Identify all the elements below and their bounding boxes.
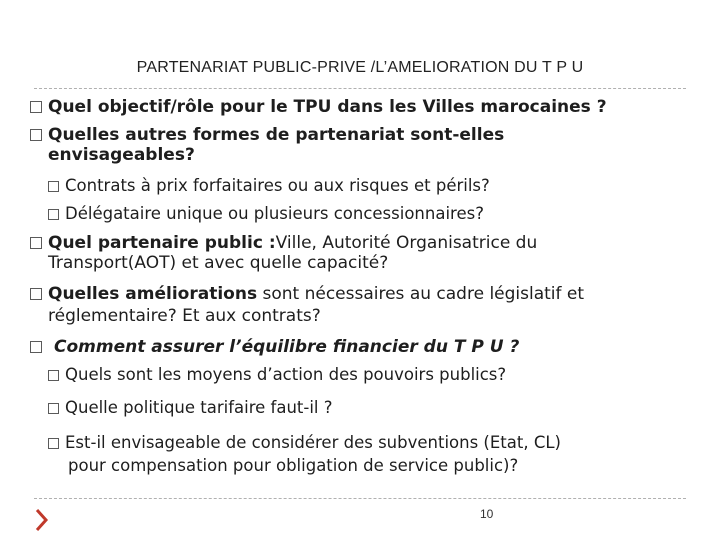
bullet-bold-text: Quelles améliorations <box>48 284 258 304</box>
bullet-text: Quelles autres formes de partenariat sont-elles <box>48 125 505 145</box>
checkbox-square-icon <box>30 288 42 300</box>
checkbox-square-icon <box>30 341 42 353</box>
bullet-text: sont nécessaires au cadre législatif et <box>257 284 585 304</box>
page-number: 10 <box>480 507 494 521</box>
bullet-continuation <box>68 456 518 476</box>
navigation-arrow-icon[interactable] <box>34 508 50 532</box>
bullet-text: Comment assurer l’équilibre financier du T P U ? <box>54 337 520 357</box>
bullet-text: Quels sont les moyens d’action des pouvoirs publics? <box>65 365 507 384</box>
sub-bullet-subventions <box>48 433 561 453</box>
bullet-item-objectif <box>30 97 607 117</box>
bullet-text: pour compensation pour obligation de service public)? <box>68 456 519 475</box>
checkbox-square-icon <box>48 209 59 220</box>
bullet-text: Contrats à prix forfaitaires ou aux risques et périls? <box>65 176 490 195</box>
checkbox-square-icon <box>30 129 42 141</box>
title-divider <box>34 88 686 89</box>
footer-divider <box>34 498 686 499</box>
slide-title: PARTENARIAT PUBLIC-PRIVE /L’AMELIORATION DU T P U <box>136 59 584 76</box>
bullet-item-equilibre-financier <box>30 337 519 357</box>
bullet-item-partenariat <box>30 125 504 145</box>
bullet-bold-text: Quel partenaire public : <box>48 233 276 253</box>
bullet-text: Ville, Autorité Organisatrice du <box>275 233 538 253</box>
sub-bullet-moyens <box>48 365 506 385</box>
bullet-text: Est-il envisageable de considérer des subventions (Etat, CL) <box>65 433 561 452</box>
checkbox-square-icon <box>48 403 59 414</box>
checkbox-square-icon <box>48 438 59 449</box>
checkbox-square-icon <box>48 370 59 381</box>
bullet-item-ameliorations <box>30 284 584 304</box>
bullet-text: Quel objectif/rôle pour le TPU dans les Villes marocaines ? <box>48 97 607 117</box>
checkbox-square-icon <box>48 181 59 192</box>
bullet-item-partenaire-public <box>30 233 537 253</box>
bullet-text: Quelle politique tarifaire faut-il ? <box>65 398 333 417</box>
sub-bullet-contrats <box>48 176 490 196</box>
checkbox-square-icon <box>30 101 42 113</box>
sub-bullet-politique-tarifaire <box>48 398 333 418</box>
bullet-text: réglementaire? Et aux contrats? <box>48 306 321 326</box>
sub-bullet-delegataire <box>48 204 484 224</box>
bullet-continuation <box>48 306 321 326</box>
bullet-continuation <box>48 253 388 273</box>
bullet-text: envisageables? <box>48 145 195 165</box>
bullet-continuation <box>48 145 195 165</box>
bullet-text: Délégataire unique ou plusieurs concessionnaires? <box>65 204 484 223</box>
checkbox-square-icon <box>30 237 42 249</box>
bullet-text: Transport(AOT) et avec quelle capacité? <box>48 253 389 273</box>
